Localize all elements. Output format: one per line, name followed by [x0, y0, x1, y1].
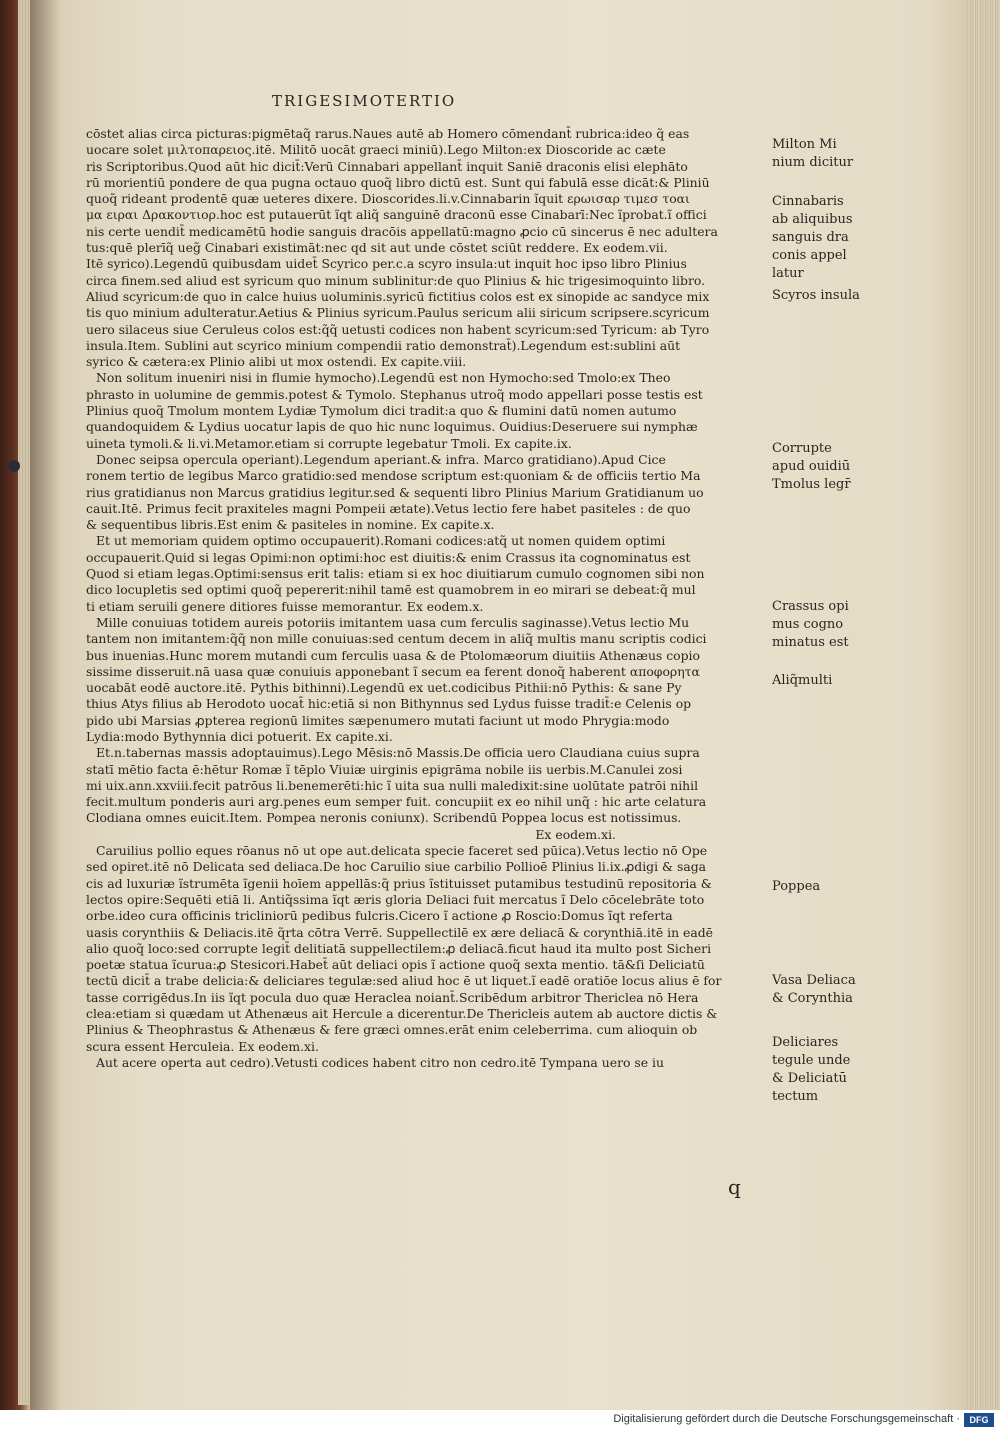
text-line: Aliud scyricum:de quo in calce huius uoluminis.syricū fictitius colos est ex sinopide ac sandyce mix — [86, 288, 710, 304]
text-line: ronem tertio de legibus Marco gratidio:sed mendose scriptum est:quoniam & de officiis tertio Ma — [86, 468, 701, 484]
funding-credit: Digitalisierung gefördert durch die Deutsche Forschungsgemeinschaft · — [613, 1413, 960, 1425]
text-line: cōstet alias circa picturas:pigmētaq̃ rarus.Naues autē ab Homero cōmendant̄ rubrica:ideo q̃ eas — [86, 126, 690, 141]
text-line: uero silaceus siue Ceruleus colos est:q̃q̃ uetusti codices non habent scyricum:sed Tyricum: ab Tyro — [86, 321, 710, 337]
right-page-edges — [966, 0, 1000, 1410]
text-line: uineta tymoli.& li.vi.Metamor.etiam si corrupte legebatur Tmoli. Ex capite.ix. — [86, 435, 572, 451]
text-line: thius Atys filius ab Herodoto uocat̄ hic:etiā si non Bithynnus sed Lydus fuisse tradit̄:e Celenis op — [86, 696, 692, 712]
text-line: μα ειραι Δρακοντιορ.hoc est putauerūt ĩqt aliq̃ sanguinē draconū esse Cinabarī:Nec ĩprobat.ĩ offici — [86, 207, 707, 223]
text-line: tus:quē plerīq̃ ueg̃ Cinabari existimāt:nec qd sit aut unde cōstet sciūt reddere. Ex eodem.vii. — [86, 240, 668, 256]
text-line: uocabāt eodē auctore.itē. Pythis bithinni).Legendū ex uet.codicibus Pithii:nō Pythis: & sane Py — [86, 680, 682, 696]
spine-shadow — [30, 0, 60, 1410]
margin-note — [772, 287, 962, 305]
text-line: Et.n.tabernas massis adoptauimus).Lego Mēsis:nō Massis.De officia uero Claudiana cuius supra — [96, 745, 700, 761]
text-line: statī mētio facta ē:hētur Romæ ĩ tēplo Viuiæ uirginis epigrāma nobile iis uerbis.M.Canulei zosi — [86, 761, 683, 777]
body-text — [86, 126, 766, 1071]
margin-note-line: minatus est — [772, 635, 849, 650]
text-line: scura essent Herculeia. Ex eodem.xi. — [86, 1038, 319, 1054]
margin-note-line: latur — [772, 266, 804, 281]
margin-note-line: & Corynthia — [772, 991, 853, 1006]
text-line: dico locupletis sed optimi quoq̃ pepererit:nihil tamē est quamobrem in eo mirari se debeat:q̃ mul — [86, 582, 696, 598]
margin-note-line: Poppea — [772, 879, 821, 894]
text-line: sed opiret.itē nō Delicata sed deliaca.De hoc Caruilio siue carbilio Pollioē Plinius li.ix.ꝓdigi & saga — [86, 859, 707, 875]
margin-note-line: Corrupte — [772, 441, 832, 456]
text-line: Plinius quoq̃ Tmolum montem Lydiæ Tymolum dici tradit:a quo & flumini datū nomen autumo — [86, 403, 677, 419]
text-line: rius gratidianus non Marcus gratidius legitur.sed & sequenti libro Plinius Marium Gratidianum uo — [86, 484, 704, 500]
margin-note-line: tectum — [772, 1089, 819, 1104]
text-line: sissime disseruit.nā uasa quæ conuiuis apponebant ĩ secum ea ferent donoq̃ haberent αποφορητα — [86, 663, 700, 679]
margin-note — [772, 972, 962, 1008]
text-line: nis certe uendit̄ medicamētū hodie sanguis dracōis appellatū:magno ꝓcio cū sincerus ē nec adultera — [86, 223, 718, 239]
margin-note — [772, 672, 962, 690]
text-line: mi uix.ann.xxviii.fecit patrōus li.benemerēti:hic ĩ uita sua nulli maledixit:sine uolūtate patrōi nihil — [86, 777, 699, 793]
ink-stain — [8, 460, 20, 472]
text-line: Clodiana omnes euicit.Item. Pompea neronis coniunx). Scribendū Poppea locus est notissimus. — [86, 810, 682, 826]
text-line: cis ad luxuriæ ĩstrumēta ĩgenii hoīem appellās:q̃ prius ĩstituisset putamibus testudinū repositoria & — [86, 875, 712, 891]
text-line: insula.Item. Sublini aut scyrico minium compendii ratio demonstrat̄).Legendum est:sublini aūt — [86, 337, 681, 353]
signature-mark: q — [728, 1175, 741, 1199]
text-line: Plinius & Theophrastus & Athenæus & fere græci omnes.erāt enim celeberrima. cum alioquin ob — [86, 1022, 698, 1038]
text-line: quoq̃ rideant prodentē quæ ueteres dixere. Dioscorides.li.v.Cinnabarin ĩquit ερωισαρ τιμεσ τοαι — [86, 191, 690, 207]
text-line: ti etiam seruili genere ditiores fuisse memorantur. Ex eodem.x. — [86, 598, 484, 614]
text-line: Donec seipsa opercula operiant).Legendum aperiant.& infra. Marco gratidiano).Apud Cice — [96, 451, 666, 467]
text-line: Et ut memoriam quidem optimo occupauerit).Romani codices:atq̃ ut nomen quidem optimi — [96, 533, 666, 549]
text-line: tasse corrigēdus.In iis ĩqt pocula duo quæ Heraclea noiant̄.Scribēdum arbitror Thericlea nō Hera — [86, 989, 699, 1005]
margin-note-line: nium dicitur — [772, 155, 854, 170]
text-line: Aut acere operta aut cedro).Vetusti codices habent citro non cedro.itē Tympana uero se iu — [96, 1054, 664, 1070]
margin-note-line: Aliq̃multi — [772, 673, 833, 688]
text-line: bus inuenias.Hunc morem mutandi cum ferculis uasa & de Ptolomæorum diuitiis Athenæus copio — [86, 647, 700, 663]
text-line: Caruilius pollio eques rōanus nō ut ope aut.delicata specie faceret sed pūica).Vetus lectio nō Ope — [96, 843, 708, 859]
margin-note-line: apud ouidiū — [772, 459, 851, 474]
margin-note — [772, 193, 962, 283]
text-line: & sequentibus libris.Est enim & pasiteles in nomine. Ex capite.x. — [86, 517, 495, 533]
dfg-logo: DFG — [964, 1413, 994, 1427]
text-line: tis quo minium adulteratur.Aetius & Plinius syricum.Paulus sericum alii siricum scripsere.scyricum — [86, 305, 710, 321]
text-line: uocare solet μιλτοπαρειος.itē. Militō uocāt graeci miniū).Lego Milton:ex Dioscoride ac cæte — [86, 142, 666, 158]
text-line: rū morientiū pondere de qua pugna octauo quoq̃ libro dictū est. Sunt qui fabulā esse dicāt:& Pliniū — [86, 174, 710, 190]
text-line: circa finem.sed aliud est syricum quo minum sublinitur:de quo Plinius & hic trigesimoquinto libro. — [86, 272, 706, 288]
text-line: tectū dicit̄ a trabe delicia:& deliciares tegulæ:sed aliud hoc ē ut liquet.ĩ eadē oratiōe locus alius ē for — [86, 973, 722, 989]
margin-note-line: Scyros insula — [772, 288, 860, 303]
text-line: Ex eodem.xi. — [535, 826, 616, 842]
margin-note-line: & Deliciatū — [772, 1071, 847, 1086]
margin-note-line: tegule unde — [772, 1053, 851, 1068]
margin-note-line: Vasa Deliaca — [772, 973, 856, 988]
margin-note-line: sanguis dra — [772, 230, 849, 245]
text-line: cauit.Itē. Primus fecit praxiteles magni Pompeii ætate).Vetus lectio fere habet pasiteles : de quo — [86, 500, 691, 516]
text-line: ris Scriptoribus.Quod aūt hic dicit̄:Verū Cinnabari appellant̄ inquit Saniē draconis elisi elephāto — [86, 158, 688, 174]
margin-note — [772, 1034, 962, 1106]
text-line: phrasto in uolumine de gemmis.potest & Tymolo. Stephanus utroq̃ modo appellari posse testis est — [86, 386, 703, 402]
text-line: tantem non imitantem:q̃q̃ non mille conuiuas:sed centum decem in aliq̃ multis manu scriptis codici — [86, 631, 707, 647]
text-line: Quod si etiam legas.Optimi:sensus erit talis: etiam si ex hoc diuitiarum cumulo cognomen sibi non — [86, 566, 705, 582]
margin-note-line: Milton Mi — [772, 137, 837, 152]
text-line: pido ubi Marsias ꝓpterea regionū limites sæpenumero mutati faciunt ut modo Phrygia:modo — [86, 712, 670, 728]
text-line: uasis corynthiis & Deliacis.itē q̃rta cōtra Verrē. Suppellectilē ex ære deliacā & corynthiā.itē in eadē — [86, 924, 713, 940]
margin-note — [772, 440, 962, 494]
text-line: orbe.ideo cura officinis tricliniorū pedibus fulcris.Cicero ĩ actione ꝓ Roscio:Domus ĩqt referta — [86, 908, 673, 924]
margin-note — [772, 598, 962, 652]
running-head: TRIGESIMOTERTIO — [272, 92, 457, 110]
margin-note-line: Crassus opi — [772, 599, 849, 614]
text-line: clea:etiam si quædam ut Athenæus ait Hercule a dicerentur.De Thericleis autem ab auctore dictis & — [86, 1006, 718, 1022]
text-line: syrico & cætera:ex Plinio alibi ut mox ostendi. Ex capite.viii. — [86, 354, 467, 370]
text-line: quandoquidem & Lydius uocatur lapis de quo hic nunc loquimus. Ouidius:Deseruere sui nymphæ — [86, 419, 698, 435]
text-line: occupauerit.Quid si legas Opimi:non optimi:hoc est diuitis:& enim Crassus ita cognominatus est — [86, 549, 691, 565]
text-line: alio quoq̃ loco:sed corrupte legit̄ delitiatā suppellectilem:ꝓ deliacā.ficut haud ita multo post Sicheri — [86, 940, 712, 956]
margin-note-line: Cinnabaris — [772, 194, 844, 209]
text-line: Mille conuiuas totidem aureis potoriis imitantem uasa cum ferculis saginasse).Vetus lectio Mu — [96, 614, 690, 630]
margin-note — [772, 136, 962, 172]
text-line: fecit.multum ponderis auri arg.penes eum semper fuit. concupiit ex eo nihil unq̃ : hic arte celatura — [86, 794, 707, 810]
text-line: Itē syrico).Legendū quibusdam uidet̄ Scyrico per.c.a scyro insula:ut inquit hoc ipso libro Plinius — [86, 256, 687, 272]
margin-note — [772, 878, 962, 896]
text-line: lectos opire:Sequēti etiā li. Antiq̃ssima ĩqt æris gloria Deliaci fuit mercatus ĩ Delo cōcelebrāte toto — [86, 891, 705, 907]
margin-note-line: Deliciares — [772, 1035, 839, 1050]
margin-note-line: mus cogno — [772, 617, 844, 632]
text-line: Lydia:modo Bythynnia dici potuerit. Ex capite.xi. — [86, 728, 393, 744]
margin-note-line: ab aliquibus — [772, 212, 853, 227]
text-line: poetæ statua ĩcurua:ꝓ Stesicori.Habet̄ aūt deliaci opis ĩ actione quoq̃ sexta mentio. tā&ſi Deliciatū — [86, 957, 705, 973]
margin-note-line: conis appel — [772, 248, 847, 263]
text-line: Non solitum inueniri nisi in flumie hymocho).Legendū est non Hymocho:sed Tmolo:ex Theo — [96, 370, 671, 386]
margin-note-line: Tmolus legr̄ — [772, 477, 851, 492]
